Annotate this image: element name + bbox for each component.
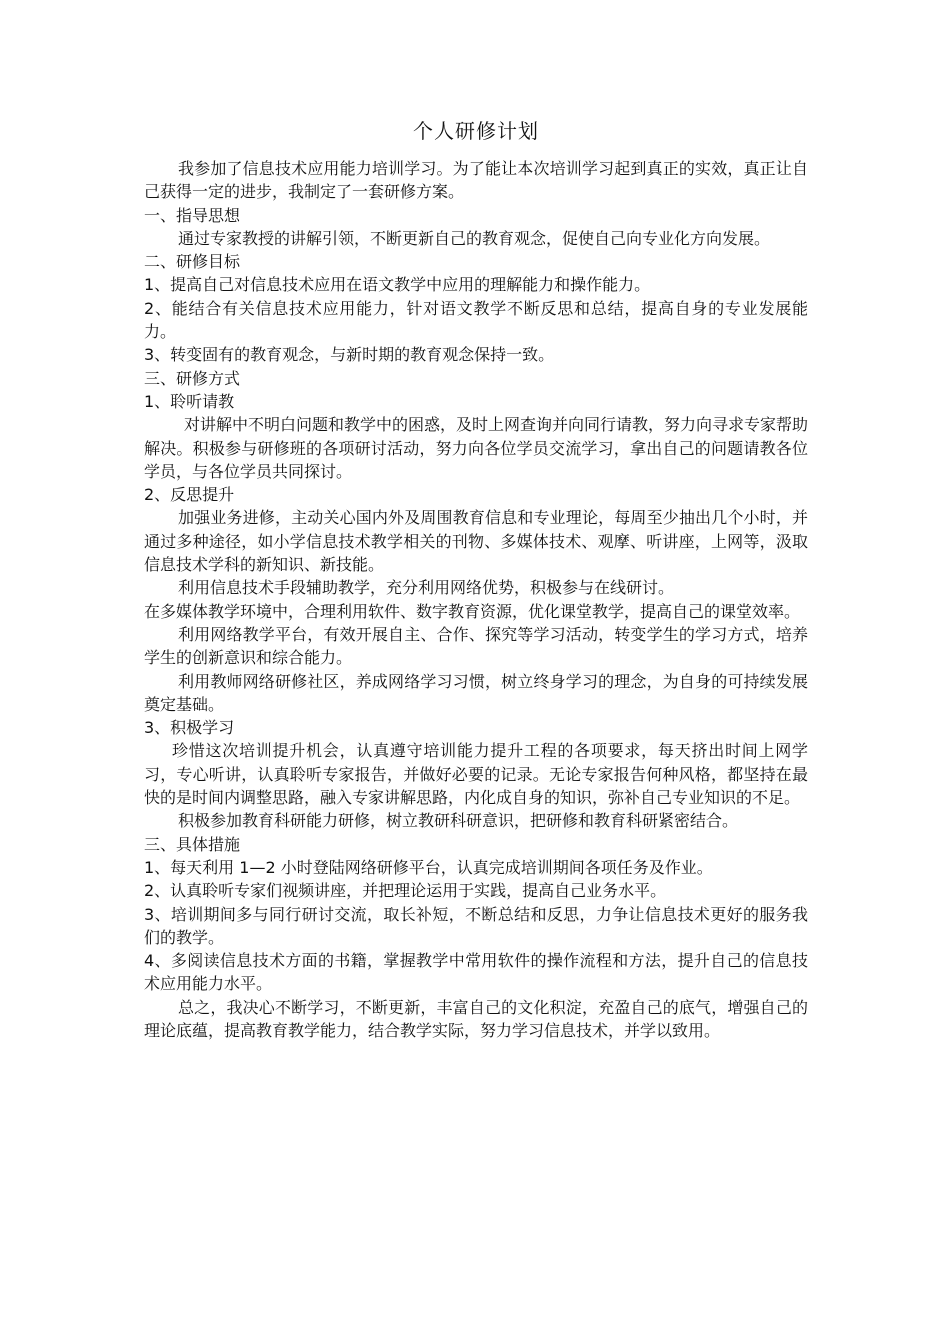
document-title: 个人研修计划 <box>413 119 539 143</box>
method-heading-active-learning: 3、积极学习 <box>144 718 235 738</box>
method-active-learning-paragraph-2: 积极参加教育科研能力研修，树立教研科研意识，把研修和教育科研紧密结合。 <box>178 811 739 831</box>
measure-item-3: 3、培训期间多与同行研讨交流，取长补短，不断总结和反思，力争让信息技术更好的服务我们的教学。 <box>144 904 808 947</box>
goal-item-2: 2、能结合有关信息技术应用能力，针对语文教学不断反思和总结，提高自身的专业发展能力。 <box>144 298 808 342</box>
method-listen-paragraph: 对讲解中不明白问题和教学中的困惑，及时上网查询并向同行请教，努力向寻求专家帮助解决。积极参与研修班的各项研讨活动，努力向各位学员交流学习，拿出自己的问题请教各位学员，与各位学员共同探讨。 <box>144 415 809 481</box>
method-heading-reflect: 2、反思提升 <box>144 485 235 505</box>
intro-paragraph: 我参加了信息技术应用能力培训学习。为了能让本次培训学习起到真正的实效，真正让自己获得一定的进步，我制定了一套研修方案。 <box>144 159 808 202</box>
method-heading-listen: 1、聆听请教 <box>144 391 235 411</box>
measure-item-1: 1、每天利用 1—2 小时登陆网络研修平台，认真完成培训期间各项任务及作业。 <box>144 857 713 877</box>
section-heading-goals: 二、研修目标 <box>144 252 241 272</box>
document-page <box>144 113 808 1042</box>
method-reflect-paragraph-1: 加强业务进修，主动关心国内外及周围教育信息和专业理论，每周至少抽出几个小时，并通过多种途径，如小学信息技术教学相关的刊物、多媒体技术、观摩、听讲座，上网等，汲取信息技术学科的新知识、新技能。 <box>144 508 808 575</box>
measure-item-2: 2、认真聆听专家们视频讲座，并把理论运用于实践，提高自己业务水平。 <box>144 881 667 901</box>
method-active-learning-paragraph-1: 珍惜这次培训提升机会，认真遵守培训能力提升工程的各项要求，每天挤出时间上网学习，专心听讲，认真聆听专家报告，并做好必要的记录。无论专家报告何种风格，都坚持在最快的是时间内调整思路，融入专家讲解思路，内化成自身的知识，弥补自己专业知识的不足。 <box>144 741 808 808</box>
method-reflect-paragraph-2: 利用信息技术手段辅助教学，充分利用网络优势，积极参与在线研讨。 <box>178 578 675 598</box>
goal-item-1: 1、提高自己对信息技术应用在语文教学中应用的理解能力和操作能力。 <box>144 275 651 295</box>
goal-item-3: 3、转变固有的教育观念，与新时期的教育观念保持一致。 <box>144 345 555 365</box>
method-reflect-paragraph-3: 在多媒体教学环境中，合理利用软件、数字教育资源，优化课堂教学，提高自己的课堂效率。 <box>144 601 801 621</box>
section-heading-methods: 三、研修方式 <box>144 368 241 388</box>
measure-item-4: 4、多阅读信息技术方面的书籍，掌握教学中常用软件的操作流程和方法，提升自己的信息技术应用能力水平。 <box>144 951 808 994</box>
section-heading-measures: 三、具体措施 <box>144 834 241 854</box>
section-heading-guiding-thought: 一、指导思想 <box>144 205 241 225</box>
method-reflect-paragraph-4: 利用网络教学平台，有效开展自主、合作、探究等学习活动，转变学生的学习方式，培养学生的创新意识和综合能力。 <box>144 624 808 668</box>
guiding-thought-paragraph: 通过专家教授的讲解引领，不断更新自己的教育观念，促使自己向专业化方向发展。 <box>178 228 771 248</box>
conclusion-paragraph: 总之，我决心不断学习，不断更新，丰富自己的文化积淀，充盈自己的底气，增强自己的理论底蕴，提高教育教学能力，结合教学实际，努力学习信息技术，并学以致用。 <box>144 997 808 1040</box>
method-reflect-paragraph-5: 利用教师网络研修社区，养成网络学习习惯，树立终身学习的理念，为自身的可持续发展奠定基础。 <box>144 671 808 714</box>
